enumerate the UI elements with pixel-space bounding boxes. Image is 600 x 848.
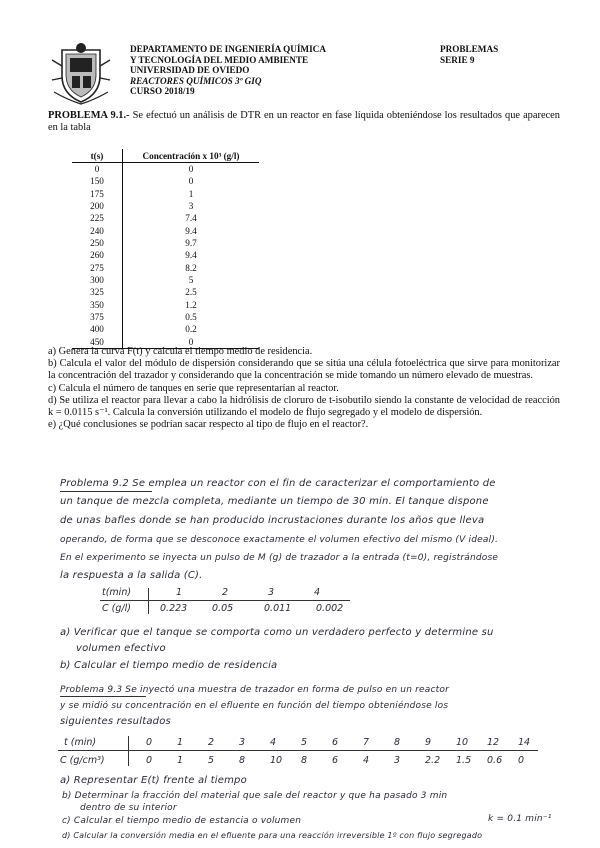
dept-line-1: DEPARTAMENTO DE INGENIERÍA QUÍMICA <box>130 44 326 54</box>
table-row <box>72 299 259 311</box>
table-row <box>72 225 259 237</box>
problem-9-2-line-2: un tanque de mezcla completa, mediante un tiempo de 30 min. El tanque dispone <box>60 496 489 507</box>
p93-cell-t: 2 <box>208 737 215 748</box>
problem-9-2-line-3: de unas bafles donde se han producido incrustaciones durante los años que lleva <box>60 515 485 526</box>
cell-concentration: 8.2 <box>185 262 197 273</box>
problem-9-3-qb-1: b) Determinar la fracción del material que sale del reactor y que ha pasado 3 min <box>62 791 448 801</box>
p93-cell-t: 4 <box>270 737 277 748</box>
table-row <box>72 163 259 176</box>
problem-9-3-line-3: siguientes resultados <box>60 716 171 727</box>
dept-line-2: Y TECNOLOGÍA DEL MEDIO AMBIENTE <box>130 54 309 65</box>
cell-concentration: 7.4 <box>185 213 197 224</box>
dtr-table-body <box>72 163 259 349</box>
question-a: a) Genera la curva F(t) y calcula el tiempo medio de residencia. <box>48 346 313 357</box>
p92-cell-c: 0.011 <box>264 603 292 614</box>
table-row <box>72 286 259 298</box>
table-row <box>72 200 259 212</box>
p93-cell-c: 8 <box>301 755 308 766</box>
cell-t: 275 <box>72 262 123 274</box>
table-row <box>72 188 259 200</box>
question-c: c) Calcula el número de tanques en serie que representarían al reactor. <box>48 382 339 394</box>
question-e: e) ¿Qué conclusiones se podrían sacar respecto al tipo de flujo en el reactor?. <box>48 419 369 431</box>
p93-header-t: t (min) <box>64 737 97 748</box>
p92-header-t: t(min) <box>102 587 132 598</box>
problem-9-3-qb-2: dentro de su interior <box>80 803 177 813</box>
p93-cell-c: 1.5 <box>456 755 472 766</box>
problem-9-3-qd: d) Calcular la conversión media en el efluente para una reacción irreversible 1º con flujo segregado <box>62 831 483 840</box>
cell-t: 450 <box>72 336 123 349</box>
problem-9-2-line-5: En el experimento se inyecta un pulso de M (g) de trazador a la entrada (t=0), registrándose <box>60 553 499 563</box>
cell-t: 225 <box>72 212 123 224</box>
p92-cell-t: 3 <box>268 587 275 598</box>
problem-9-3-line-1: Problema 9.3 Se inyectó una muestra de trazador en forma de pulso en un reactor <box>60 685 449 695</box>
cell-concentration: 5 <box>188 275 194 286</box>
problem-9-1-intro <box>48 110 560 134</box>
p93-cell-t: 1 <box>177 737 184 748</box>
cell-concentration: 9.4 <box>185 225 197 236</box>
header-department <box>130 44 326 97</box>
question-b: b) Calcula el valor del módulo de dispersión considerando que se sitúa una célula fotoeléctrica que sirve para monitorizar la concentración del trazador y considerando que la concentración se mide tomando un número elevado de muestras. <box>48 358 560 382</box>
university-crest-logo <box>48 40 114 106</box>
cell-t: 400 <box>72 323 123 335</box>
p92-cell-c: 0.05 <box>212 603 234 614</box>
cell-t: 0 <box>72 163 123 176</box>
cell-concentration: 0.5 <box>185 312 197 323</box>
question-d: d) Se utiliza el reactor para llevar a cabo la hidrólisis de cloruro de t-isobutilo siendo la constante de velocidad de reacción k = 0.0115 s⁻¹. Calcula la conversión utilizando el modelo de flujo segregado y el modelo de dispersión. <box>48 394 560 419</box>
p93-cell-c: 5 <box>208 755 215 766</box>
p93-cell-t: 9 <box>425 737 432 748</box>
table-row <box>72 175 259 187</box>
cell-t: 150 <box>72 175 123 187</box>
cell-t: 350 <box>72 299 123 311</box>
problem-9-3-qc-k: k = 0.1 min⁻¹ <box>488 814 552 824</box>
series-label: SERIE 9 <box>440 54 475 65</box>
dtr-table <box>72 149 259 349</box>
p93-cell-t: 3 <box>239 737 246 748</box>
course-year: CURSO 2018/19 <box>130 86 195 97</box>
p92-cell-t: 2 <box>222 587 229 598</box>
cell-t: 260 <box>72 249 123 261</box>
cell-concentration: 3 <box>188 201 194 212</box>
p92-table-vline <box>148 588 149 614</box>
cell-t: 375 <box>72 311 123 323</box>
cell-t: 240 <box>72 225 123 237</box>
p93-cell-c: 2.2 <box>425 755 441 766</box>
cell-concentration: 9.4 <box>185 250 197 261</box>
cell-concentration: 9.7 <box>185 238 197 249</box>
col-header-c: Concentración x 10³ (g/l) <box>123 149 260 163</box>
p92-cell-c: 0.223 <box>160 603 188 614</box>
p92-cell-t: 1 <box>176 587 183 598</box>
p92-table-hline <box>100 600 350 601</box>
p93-cell-c: 3 <box>394 755 401 766</box>
p93-cell-c: 6 <box>332 755 339 766</box>
problem-9-3-underline <box>60 696 146 697</box>
p93-cell-c: 8 <box>239 755 246 766</box>
problem-9-2-qb: b) Calcular el tiempo medio de residencia <box>60 660 278 671</box>
problem-9-2-qa-1: a) Verificar que el tanque se comporta como un verdadero perfecto y determine su <box>60 627 494 638</box>
col-header-t: t(s) <box>72 149 123 163</box>
table-row <box>72 212 259 224</box>
problem-9-3-line-2: y se midió su concentración en el efluente en función del tiempo obteniéndose los <box>60 701 449 711</box>
section-label: PROBLEMAS <box>440 44 499 54</box>
problem-9-1-questions <box>48 346 560 431</box>
problem-9-2-line-4: operando, de forma que se desconoce exactamente el volumen efectivo del mismo (V ideal). <box>60 535 499 545</box>
course-name: REACTORES QUÍMICOS 3º GIQ <box>130 75 262 86</box>
p93-table-vline <box>128 736 129 766</box>
p92-cell-t: 4 <box>314 587 321 598</box>
p93-cell-t: 10 <box>456 737 469 748</box>
table-row <box>72 311 259 323</box>
table-row <box>72 262 259 274</box>
p93-cell-c: 0.6 <box>487 755 503 766</box>
p93-cell-t: 12 <box>487 737 500 748</box>
problem-9-3-qc: c) Calcular el tiempo medio de estancia o volumen <box>62 816 302 826</box>
cell-concentration: 2.5 <box>185 287 197 298</box>
header-series <box>440 44 498 65</box>
problem-9-3-qa: a) Representar E(t) frente al tiempo <box>60 775 247 786</box>
problem-9-2-line-1: Problema 9.2 Se emplea un reactor con el fin de caracterizar el comportamiento de <box>60 478 496 489</box>
p93-cell-c: 4 <box>363 755 370 766</box>
p93-cell-t: 0 <box>146 737 153 748</box>
p93-cell-t: 5 <box>301 737 308 748</box>
cell-concentration: 0 <box>188 164 194 174</box>
p93-cell-t: 8 <box>394 737 401 748</box>
p93-table-hline <box>58 750 538 751</box>
table-row <box>72 274 259 286</box>
table-row <box>72 237 259 249</box>
problem-9-2-line-6: la respuesta a la salida (C). <box>60 570 203 581</box>
table-row <box>72 249 259 261</box>
problem-9-2-qa-2: volumen efectivo <box>76 643 166 654</box>
p93-cell-c: 10 <box>270 755 283 766</box>
p93-cell-c: 1 <box>177 755 184 766</box>
p93-cell-t: 7 <box>363 737 370 748</box>
p93-header-c: C (g/cm³) <box>60 755 105 766</box>
p93-cell-c: 0 <box>518 755 525 766</box>
problem-9-2-underline <box>60 491 152 492</box>
crest-icon <box>48 40 114 106</box>
cell-concentration: 1 <box>188 188 194 199</box>
university-name: UNIVERSIDAD DE OVIEDO <box>130 65 250 76</box>
dtr-table-wrapper <box>72 149 259 349</box>
p93-cell-t: 6 <box>332 737 339 748</box>
table-row <box>72 323 259 335</box>
cell-t: 250 <box>72 237 123 249</box>
problem-9-1-title: PROBLEMA 9.1.- <box>48 110 130 121</box>
p92-cell-c: 0.002 <box>316 603 344 614</box>
p93-cell-t: 14 <box>518 737 531 748</box>
cell-concentration: 0 <box>188 176 194 187</box>
cell-t: 200 <box>72 200 123 212</box>
cell-concentration: 0 <box>123 336 260 349</box>
cell-concentration: 0.2 <box>185 324 197 335</box>
p93-cell-c: 0 <box>146 755 153 766</box>
cell-t: 175 <box>72 188 123 200</box>
cell-t: 300 <box>72 274 123 286</box>
p92-header-c: C (g/l) <box>102 603 131 614</box>
cell-t: 325 <box>72 286 123 298</box>
cell-concentration: 1.2 <box>185 299 197 310</box>
problem-9-1-text: Se efectuó un análisis de DTR en un reactor en fase líquida obteniéndose los resultados que aparecen en la tabla <box>48 110 560 134</box>
